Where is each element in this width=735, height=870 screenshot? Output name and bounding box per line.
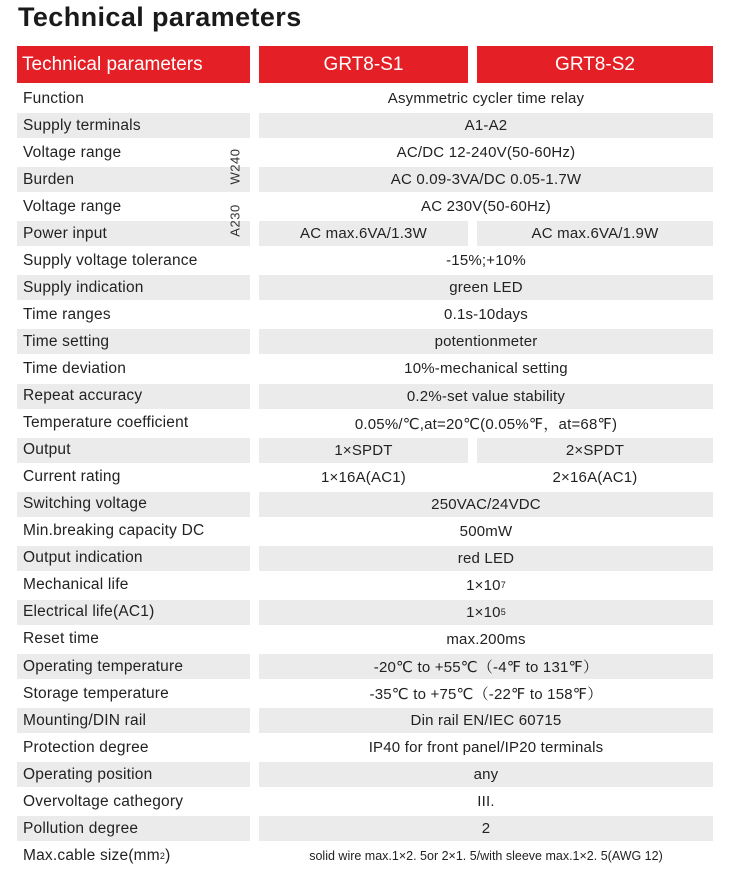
row-value: -15%;+10% [446, 252, 526, 270]
parameters-table [0, 85, 735, 869]
row-label: Supply indication [17, 275, 250, 300]
row-label: Supply terminals [17, 113, 250, 138]
row-value: 250VAC/24VDC [259, 492, 713, 517]
table-row [0, 301, 735, 328]
table-row [0, 112, 735, 139]
row-value: 1×10 7 [466, 576, 506, 594]
row-value: any [259, 762, 713, 787]
row-value-grt8-s2: 2×16A(AC1) [552, 468, 638, 486]
header-label-cell: Technical parameters [17, 46, 250, 83]
row-value: 10%-mechanical setting [404, 360, 568, 378]
header-grt8-s1: GRT8-S1 [259, 46, 468, 83]
row-value: -20℃ to +55℃（-4℉ to 131℉） [259, 654, 713, 679]
table-row [0, 815, 735, 842]
row-label: Min.breaking capacity DC [23, 522, 205, 540]
table-row [0, 572, 735, 599]
row-value: red LED [259, 546, 713, 571]
table-row [0, 626, 735, 653]
row-label: Pollution degree [17, 816, 250, 841]
row-label: Operating temperature [17, 654, 250, 679]
row-label: Overvoltage cathegory [23, 792, 184, 810]
row-label: Time deviation [23, 359, 127, 377]
row-value: -35℃ to +75℃（-22℉ to 158℉） [369, 686, 603, 704]
voltage-tag-w240: W240 [227, 148, 243, 184]
label-text: Max.cable size(mm [23, 846, 160, 864]
row-value: green LED [259, 275, 713, 300]
row-value: 0.05%/℃,at=20℃(0.05%℉，at=68℉) [354, 415, 618, 433]
row-label: Max.cable size(mm 2 ) [23, 846, 171, 864]
table-row [0, 653, 735, 680]
row-label: Power input [17, 221, 250, 246]
row-label: Function [23, 89, 85, 107]
table-row [0, 193, 735, 220]
row-label: Supply voltage tolerance [23, 251, 198, 269]
table-row [0, 842, 735, 869]
row-label: Electrical life(AC1) [17, 600, 250, 625]
row-label: Output [17, 438, 250, 463]
row-value-grt8-s2: AC max.6VA/1.9W [477, 221, 713, 246]
row-label: Repeat accuracy [17, 384, 250, 409]
row-value: 1×10 5 [259, 600, 713, 625]
table-row [0, 355, 735, 382]
table-row [0, 328, 735, 355]
row-label: Protection degree [23, 738, 149, 756]
row-label: Mechanical life [23, 576, 129, 594]
row-value: Din rail EN/IEC 60715 [259, 708, 713, 733]
row-value: 500mW [459, 522, 513, 540]
row-label: Time ranges [23, 305, 111, 323]
table-row [0, 437, 735, 464]
row-value-grt8-s1: 1×SPDT [259, 438, 468, 463]
row-value: Asymmetric cycler time relay [387, 90, 585, 108]
table-row [0, 734, 735, 761]
row-label: Current rating [23, 468, 121, 486]
table-row [0, 410, 735, 437]
row-value: AC/DC 12-240V(50-60Hz) [396, 144, 576, 162]
row-value-grt8-s1: 1×16A(AC1) [321, 468, 406, 486]
table-row [0, 139, 735, 166]
row-value: potentionmeter [259, 329, 713, 354]
table-row [0, 599, 735, 626]
row-label: Voltage range [23, 197, 122, 215]
value-base: 1×10 [466, 603, 501, 621]
page-title: Technical parameters [18, 2, 302, 32]
table-row [0, 464, 735, 491]
table-row [0, 247, 735, 274]
row-label: Storage temperature [23, 684, 169, 702]
row-label: Switching voltage [17, 492, 250, 517]
row-value: III. [477, 793, 495, 811]
row-label: Time setting [17, 329, 250, 354]
table-row [0, 680, 735, 707]
voltage-tag-a230: A230 [227, 203, 243, 237]
row-value: max.200ms [446, 630, 526, 648]
value-base: 1×10 [466, 576, 501, 594]
label-close: ) [165, 846, 171, 864]
header-grt8-s2: GRT8-S2 [477, 46, 713, 83]
row-value: IP40 for front panel/IP20 terminals [368, 739, 604, 757]
row-label: Operating position [17, 762, 250, 787]
row-label: Temperature coefficient [23, 414, 189, 432]
row-value: AC 230V(50-60Hz) [421, 198, 551, 216]
table-row [0, 788, 735, 815]
row-value: A1-A2 [259, 113, 713, 138]
row-label: Burden [17, 167, 250, 192]
table-row [0, 220, 735, 247]
row-value: AC 0.09-3VA/DC 0.05-1.7W [259, 167, 713, 192]
row-label: Output indication [17, 546, 250, 571]
table-row [0, 166, 735, 193]
table-row [0, 707, 735, 734]
table-row [0, 383, 735, 410]
table-row [0, 761, 735, 788]
row-value-grt8-s2: 2×SPDT [477, 438, 713, 463]
row-label: Reset time [23, 630, 100, 648]
row-label: Voltage range [23, 143, 122, 161]
row-value-grt8-s1: AC max.6VA/1.3W [259, 221, 468, 246]
row-value: 0.2%-set value stability [259, 384, 713, 409]
table-row [0, 545, 735, 572]
table-row [0, 491, 735, 518]
row-value: 0.1s-10days [444, 306, 528, 324]
row-label: Mounting/DIN rail [17, 708, 250, 733]
row-value: solid wire max.1×2. 5or 2×1. 5/with sleeve max.1×2. 5(AWG 12) [309, 848, 663, 863]
table-row [0, 274, 735, 301]
table-row [0, 85, 735, 112]
row-value: 2 [259, 816, 713, 841]
table-row [0, 518, 735, 545]
